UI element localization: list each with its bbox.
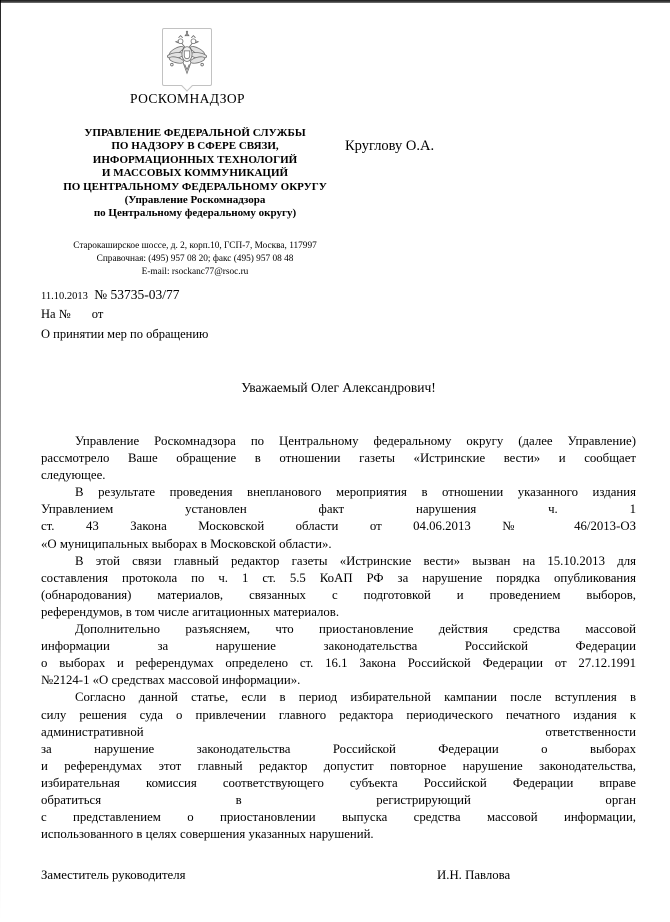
subject-line: О принятии мер по обращению [41, 327, 209, 341]
paragraph [41, 433, 636, 484]
signature-name: И.Н. Павлова [437, 868, 511, 882]
address-line: Старокаширское шоссе, д. 2, корп.10, ГСП-7, Москва, 117997 [73, 241, 317, 251]
letterhead-line: ПО ЦЕНТРАЛЬНОМУ ФЕДЕРАЛЬНОМУ ОКРУГУ [63, 180, 327, 193]
body-line: составления протокола по ч. 1 ст. 5.5 КоАП РФ за нарушение порядка опубликования [41, 570, 636, 585]
body-line: обратиться в регистрирующий орган [41, 792, 636, 807]
reply-reference-line [41, 307, 103, 322]
body-line: административной ответственности [41, 724, 636, 739]
body-line: силу решения суда о привлечении главного редактора периодического печатного издания к [41, 707, 636, 722]
address-line: E-mail: rsockanc77@rsoc.ru [141, 267, 249, 277]
emblem-box [162, 28, 212, 86]
address-block [30, 240, 360, 279]
letterhead-line: И МАССОВЫХ КОММУНИКАЦИЙ [101, 167, 289, 180]
body-line: с представлением о приостановлении выпуска средства массовой информации, [41, 810, 636, 825]
body-line: и референдумах этот главный редактор допустит повторное нарушение законодательства, [41, 758, 636, 773]
reference-date: 11.10.2013 [41, 291, 88, 302]
addressee-name: Круглову О.А. [345, 138, 435, 154]
body-line: Управлением установлен факт нарушения ч. 1 [41, 502, 636, 517]
reply-from-label: от [91, 307, 104, 321]
reference-number: № 53735-03/77 [94, 287, 180, 302]
body-line: использованного в целях совершения указанных нарушений. [41, 827, 374, 842]
body-line: Дополнительно разъясняем, что приостановление действия средства массовой [75, 622, 636, 637]
letterhead-line: УПРАВЛЕНИЕ ФЕДЕРАЛЬНОЙ СЛУЖБЫ [84, 127, 306, 139]
body-line: следующее. [41, 468, 106, 483]
page-left-edge [0, 0, 1, 922]
reply-to-label: На № [41, 307, 71, 321]
letterhead-line: ПО НАДЗОРУ В СФЕРЕ СВЯЗИ, [111, 140, 279, 153]
letterhead-line: ИНФОРМАЦИОННЫХ ТЕХНОЛОГИЙ [92, 153, 298, 166]
body-line: референдумов, в том числе агитационных материалов. [41, 604, 340, 619]
body-line: В результате проведения внепланового мероприятия в отношении указанного издания [75, 485, 636, 500]
body-line: «О муниципальных выборах в Московской области». [41, 536, 332, 551]
reference-date-line [41, 287, 180, 303]
body-line: за нарушение законодательства Российской Федерации о выборах [41, 741, 636, 756]
body-line: (обнародования) материалов, связанных с подготовкой и проведением выборов, [41, 587, 636, 602]
letter-body [41, 433, 636, 843]
letterhead-block [30, 127, 360, 221]
paragraph [41, 553, 636, 621]
address-line: Справочная: (495) 957 08 20; факс (495) 957 08 48 [96, 254, 294, 264]
salutation: Уважаемый Олег Александрович! [241, 380, 436, 395]
body-line: информации за нарушение законодательства Российской Федерации [41, 639, 636, 654]
body-line: Управление Роскомнадзора по Центральному федеральному округу (далее Управление) [75, 434, 636, 448]
page-top-edge [0, 0, 670, 3]
body-line: рассмотрело Ваше обращение в отношении газеты «Истринские вести» и сообщает [41, 451, 636, 466]
body-line: Согласно данной статье, если в период избирательной кампании после вступления в [75, 690, 636, 705]
coat-of-arms-icon [165, 29, 209, 86]
body-line: №2124-1 «О средствах массовой информации». [41, 673, 301, 688]
paragraph [41, 484, 636, 552]
body-line: ст. 43 Закона Московской области от 04.06.2013 № 46/2013-ОЗ [41, 519, 636, 534]
body-line: о выборах и референдумах определено ст. 16.1 Закона Российской Федерации от 27.12.1991 [41, 656, 636, 671]
agency-short-name: РОСКОМНАДЗОР [130, 91, 245, 106]
paragraph [41, 621, 636, 689]
body-line: избирательная комиссия соответствующего субъекта Российской Федерации вправе [41, 775, 636, 790]
signature-position: Заместитель руководителя [41, 868, 186, 882]
letterhead-line: по Центральному федеральному округу) [93, 207, 297, 220]
paragraph [41, 689, 636, 843]
letterhead-line: (Управление Роскомнадзора [124, 194, 266, 207]
body-line: В этой связи главный редактор газеты «Истринские вести» вызван на 15.10.2013 для [75, 553, 636, 568]
